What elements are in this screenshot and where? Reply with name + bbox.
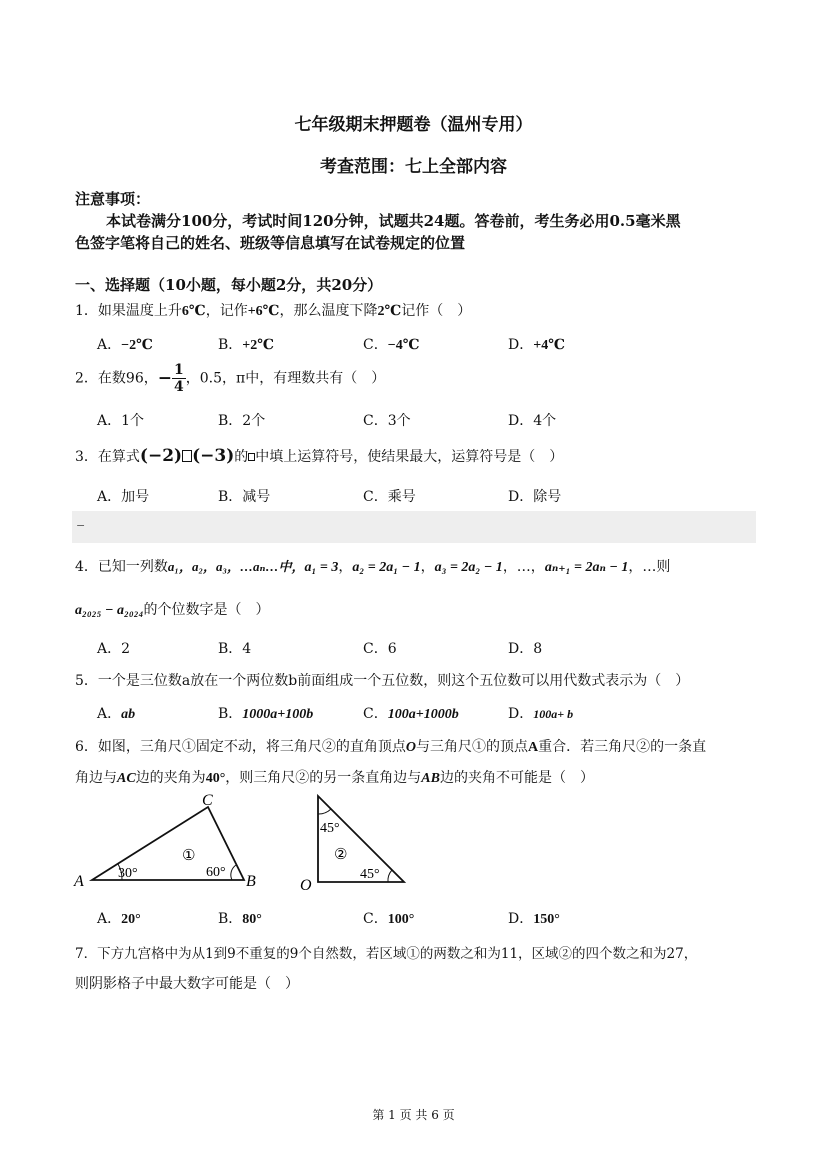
q6-l1-post: 重合．若三角尺②的一条直 <box>538 739 707 755</box>
q6-option-b[interactable] <box>218 908 262 928</box>
q1-value-2: +6℃ <box>247 304 280 319</box>
q1-value-3: 2℃ <box>377 304 402 319</box>
page-title: 七年级期末押题卷（温州专用） <box>294 115 533 135</box>
q4-l1-post: ，…则 <box>628 559 671 575</box>
q6-option-a[interactable] <box>97 908 141 928</box>
q2-pre: 2．在数96， <box>75 370 158 387</box>
question-2 <box>75 362 385 395</box>
q1-option-a[interactable] <box>97 334 153 354</box>
q6-l2-mid2: ，则三角尺②的另一条直角边与 <box>225 770 422 786</box>
q3-pre: 3．在算式 <box>75 449 140 465</box>
q4-eq-3: a₃ = 2a₂ − 1 <box>434 560 503 575</box>
q5-option-a[interactable] <box>97 703 135 723</box>
q6-option-c[interactable] <box>363 908 414 928</box>
q3-blank-box <box>182 450 192 462</box>
q6-figure <box>70 792 420 897</box>
q4-eq-2: a₂ = 2a₁ − 1 <box>352 560 421 575</box>
q3-operand-b: (−3) <box>192 446 235 466</box>
triangle-2-angle-top: 45° <box>320 821 340 836</box>
q1-option-d-label: D． <box>508 337 534 353</box>
q4-pre: 4．已知一列数 <box>75 559 168 575</box>
q2-negative: − <box>157 368 172 389</box>
section-heading: 一、选择题（10小题，每小题2分，共20分） <box>75 276 383 294</box>
q1-option-c-value: −4℃ <box>387 338 420 353</box>
triangle-1-angle-a: 30° <box>118 866 138 881</box>
q4-option-a[interactable]: A．2 <box>97 641 131 657</box>
q4-eq-4: aₙ₊₁ = 2aₙ − 1 <box>544 560 629 575</box>
q4-option-b[interactable]: B．4 <box>218 641 252 657</box>
question-5: 5．一个是三位数a放在一个两位数b前面组成一个五位数，则这个五位数可以用代数式表示为（ ） <box>75 673 690 689</box>
q3-option-a[interactable]: A．加号 <box>97 489 150 505</box>
q3-option-b[interactable]: B．减号 <box>218 489 271 505</box>
q6-point-o: O <box>405 740 417 755</box>
q2-numerator: 1 <box>173 362 184 378</box>
q6-option-d-label: D． <box>508 911 534 927</box>
question-3 <box>75 446 563 466</box>
q5-option-d-label: D． <box>508 706 534 722</box>
q6-option-d-value: 150° <box>533 912 560 927</box>
q1-option-b[interactable] <box>218 334 274 354</box>
q1-mid-2: ，那么温度下降 <box>279 303 378 319</box>
q5-option-a-value: ab <box>121 707 136 722</box>
question-4: 4．已知一列数a₁，a₂，a₃，…aₙ…中，a₁ = 3，a₂ = 2a₁ − 1，a₃ = 2a₂ − 1，…，aₙ₊₁ = 2aₙ − 1，…则 <box>75 559 671 575</box>
q6-l2-post: 边的夹角不可能是（ ） <box>439 770 594 786</box>
q2-option-b[interactable]: B．2个 <box>218 413 266 429</box>
q6-l1-mid: 与三角尺①的顶点 <box>416 739 529 755</box>
question-6 <box>75 736 706 756</box>
triangle-1-label-b: B <box>246 873 256 890</box>
q5-option-d-value: 100a+ b <box>533 707 574 721</box>
q6-option-b-label: B． <box>218 911 243 927</box>
question-7: 7．下方九宫格中为从1到9不重复的9个自然数，若区域①的两数之和为11，区域②的四个数之和为27， <box>75 946 698 962</box>
q5-option-c-label: C． <box>363 706 388 722</box>
q6-l1-pre: 6．如图，三角尺①固定不动，将三角尺②的直角顶点 <box>75 739 406 755</box>
q2-option-c[interactable]: C．3个 <box>363 413 411 429</box>
page-footer: 第 1 页 共 6 页 <box>372 1108 455 1122</box>
q5-option-d[interactable] <box>508 703 573 723</box>
q5-option-a-label: A． <box>97 706 122 722</box>
q3-post: 中填上运算符号，使结果最大，运算符号是（ ） <box>255 449 564 465</box>
q1-option-c[interactable] <box>363 334 419 354</box>
q6-option-a-label: A． <box>97 911 122 927</box>
q6-angle: 40° <box>205 771 226 786</box>
q6-point-a: A <box>528 740 539 755</box>
q6-option-b-value: 80° <box>242 912 262 927</box>
notice-line-2: 色签字笔将自己的姓名、班级等信息填写在试卷规定的位置 <box>75 234 466 252</box>
q6-l2-mid1: 边的夹角为 <box>135 770 206 786</box>
q1-option-b-label: B． <box>218 337 243 353</box>
q1-option-a-value: −2℃ <box>121 338 153 353</box>
q3-mid: 的 <box>234 449 249 465</box>
gray-band-mark: − <box>76 519 86 532</box>
q1-post: 记作（ ） <box>401 303 472 319</box>
triangle-2-arc-top <box>318 809 331 814</box>
q1-value-1: 6℃ <box>181 304 206 319</box>
question-6-line-2 <box>75 767 594 787</box>
notice-line-1: 本试卷满分100分，考试时间120分钟，试题共24题。答卷前，考生务必用0.5毫米黑 <box>106 212 681 230</box>
q2-option-a[interactable]: A．1个 <box>97 413 145 429</box>
q6-side-ab: AB <box>421 771 440 786</box>
q6-l2-pre: 角边与 <box>75 770 117 786</box>
q3-operand-a: (−2) <box>139 446 183 466</box>
triangle-1-label-c: C <box>202 792 213 809</box>
gray-band <box>72 511 756 543</box>
triangle-2-label-o: O <box>300 877 312 894</box>
q6-option-a-value: 20° <box>121 912 141 927</box>
triangle-2-angle-right: 45° <box>360 867 380 882</box>
triangle-2-arc-right <box>388 870 392 882</box>
q1-option-b-value: +2℃ <box>242 338 275 353</box>
q5-option-b-label: B． <box>218 706 243 722</box>
q1-option-c-label: C． <box>363 337 388 353</box>
q5-option-c[interactable] <box>363 703 459 723</box>
q1-mid-1: ，记作 <box>205 303 248 319</box>
triangle-2-id: ② <box>334 845 348 863</box>
q4-l2-post: 的个位数字是（ ） <box>143 602 270 618</box>
q1-option-d[interactable] <box>508 334 565 354</box>
triangle-1-angle-b: 60° <box>206 865 226 880</box>
q6-option-d[interactable] <box>508 908 560 928</box>
q2-fraction <box>172 362 186 395</box>
q1-pre: 1．如果温度上升 <box>75 303 182 319</box>
q1-option-d-value: +4℃ <box>533 338 565 353</box>
q4-eq-1: a₁ = 3 <box>304 560 339 575</box>
q6-option-c-value: 100° <box>387 912 415 927</box>
q3-option-c[interactable]: C．乘号 <box>363 489 416 505</box>
q2-option-d[interactable]: D．4个 <box>508 413 557 429</box>
q5-option-c-value: 100a+1000b <box>387 707 459 722</box>
triangle-1-label-a: A <box>74 873 84 890</box>
q3-option-d[interactable]: D．除号 <box>508 489 562 505</box>
page-subtitle: 考查范围：七上全部内容 <box>320 157 507 177</box>
q2-denominator: 4 <box>173 379 184 395</box>
q2-mid: ，0.5̇，π中，有理数共有（ ） <box>185 370 386 387</box>
q4-option-d[interactable]: D．8 <box>508 641 543 657</box>
q5-option-b[interactable] <box>218 703 313 723</box>
question-7-line-2: 则阴影格子中最大数字可能是（ ） <box>75 976 299 992</box>
q5-option-b-value: 1000a+100b <box>242 707 314 722</box>
q1-option-a-label: A． <box>97 337 122 353</box>
q4-expression: a₂₀₂₅ − a₂₀₂₄ <box>75 603 144 618</box>
q4-sequence: a₁，a₂，a₃，…aₙ…中， <box>167 559 305 574</box>
question-1 <box>75 300 471 320</box>
q6-side-ac: AC <box>117 771 136 786</box>
triangle-1-id: ① <box>182 846 196 864</box>
question-4-line-2 <box>75 599 270 619</box>
q4-option-c[interactable]: C．6 <box>363 641 397 657</box>
notice-heading: 注意事项： <box>75 190 151 208</box>
triangle-1-arc-b <box>231 865 236 880</box>
q6-option-c-label: C． <box>363 911 388 927</box>
